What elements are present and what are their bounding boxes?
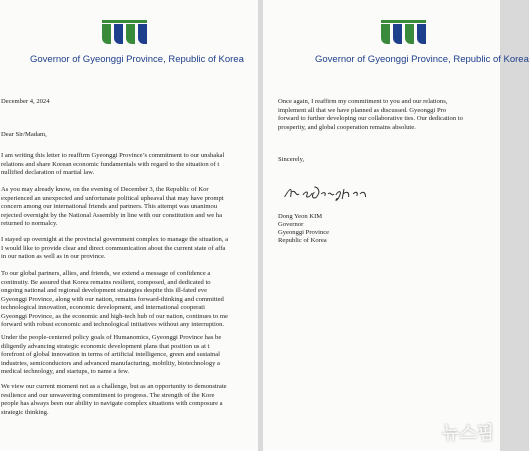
signatory-name: Dong Yeon KIM [278,213,323,220]
closing: Sincerely, [278,156,305,163]
signature-icon [282,183,372,203]
paragraph-2: As you may already know, on the evening of December 3, the Republic of Kor experienced an unexpected and unfortunate political upheaval that may have prompt concern among our international friends and partners. This attempt was unanimou rejected overnight by the National Assembly in line with our constitution and we ha returned to normalcy. [1,186,224,227]
paragraph-3: I stayed up overnight at the provincial government complex to manage the situation, a I would like to provide clear and direct communication about the current state of affa in our nation as well as in our province. [1,236,229,260]
gyeonggi-logo [381,24,426,44]
signatory-country: Republic of Korea [278,237,327,244]
signatory-org: Gyeonggi Province [278,229,330,236]
gyeonggi-logo [102,24,147,44]
paragraph-6: We view our current moment not as a challenge, but as an opportunity to demonstrate resilience and our unwavering commitment to progress. The strength of the Kore people has always been our ability to navigate complex situations with composure a strategic thinking. [1,383,227,416]
letterhead-title: Governor of Gyeonggi Province, Republic of Korea [315,54,529,65]
paragraph-5: Under the people-centered policy goals of Humanomics, Gyeonggi Province has be diligently advancing strategic economic development plans that position us at t forefront of global innovation in terms of artificial intelligence, green and sustainal industries, semiconductors and advanced manufacturing, mobility, biotechnology a medical technology, and startups, to name a few. [1,334,222,375]
letter-page-2 [263,0,529,451]
letterhead-title: Governor of Gyeonggi Province, Republic of Korea [30,54,244,65]
salutation: Dear Sir/Madam, [1,131,47,138]
paragraph-4: To our global partners, allies, and friends, we extend a message of confidence a continuity. Be assured that Korea remains resilient, composed, and dedicated to ongoing national and regional development strategies despite this ill-fated eve Gyeonggi Province, along with our nation, remains forward-thinking and committed technological innovation, economic development, and international cooperati Gyeonggi Province, as the economic and high-tech hub of our nation, continues to me forward with robust economic and technological initiatives without any interruption. [1,270,228,328]
paragraph-1: I am writing this letter to reaffirm Gyeonggi Province’s commitment to our unshakal relations and share Korean economic fundamentals with regard to the situation of t nullified declaration of martial law. [1,152,225,176]
signature [281,183,371,206]
news-watermark: 뉴스핌 [441,423,494,444]
closing-paragraph: Once again, I reaffirm my commitment to you and our relations, implement all that we have planned as discussed. Gyeonggi Pro forward to further developing our collaborative ties. Our dedication to prosperity, and global cooperation remains absolute. [278,98,463,131]
letter-page-1 [0,0,258,451]
letter-date: December 4, 2024 [1,98,50,105]
signatory-title: Governor [278,221,304,228]
